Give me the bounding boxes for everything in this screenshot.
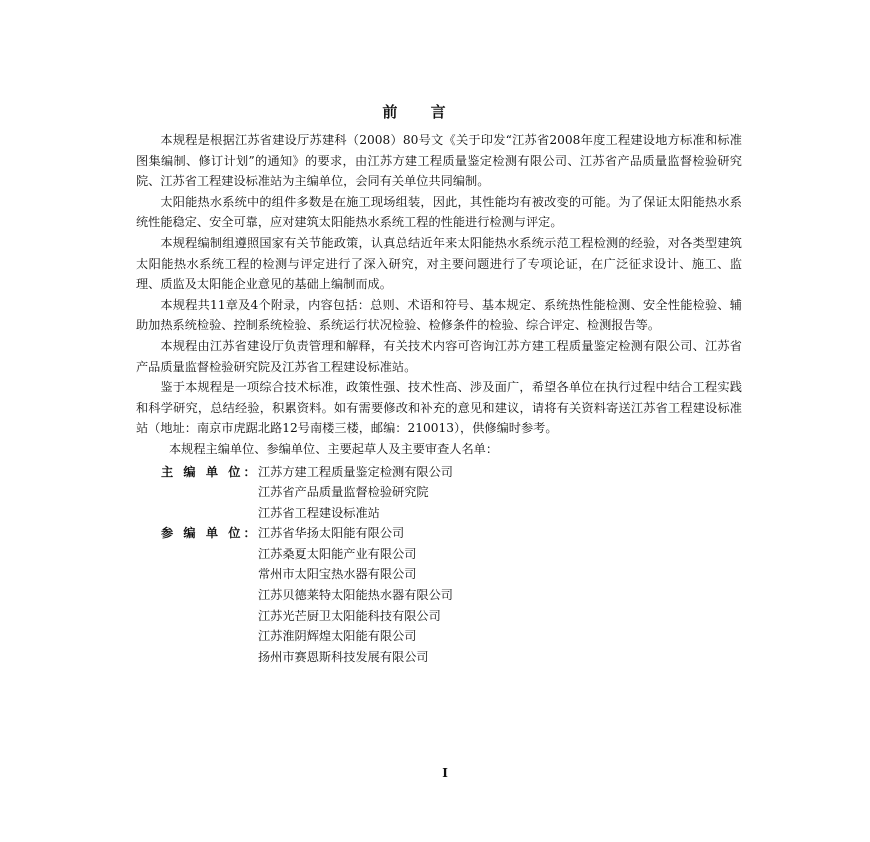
participating-unit-item: 江苏桑夏太阳能产业有限公司	[258, 546, 417, 561]
paragraph-2: 太阳能热水系统中的组件多数是在施工现场组装，因此，其性能均有被改变的可能。为了保证太阳能热水系统性能稳定、安全可靠，应对建筑太阳能热水系统工程的性能进行检测与评定。	[136, 194, 742, 230]
chief-unit-item: 江苏省工程建设标准站	[258, 505, 380, 520]
page-title: 前 言	[382, 103, 460, 121]
document-body	[136, 130, 742, 667]
units-section	[136, 462, 742, 668]
units-intro: 本规程主编单位、参编单位、主要起草人及主要审查人名单：	[169, 441, 499, 456]
participating-unit-item: 江苏省华扬太阳能有限公司	[258, 526, 405, 541]
participating-unit-item: 江苏光芒厨卫太阳能科技有限公司	[258, 608, 441, 623]
paragraph-3: 本规程编制组遵照国家有关节能政策，认真总结近年来太阳能热水系统示范工程检测的经验，对各类型建筑太阳能热水系统工程的检测与评定进行了深入研究，对主要问题进行了专项论证，在广泛征求设计、施工、监理、质监及太阳能企业意见的基础上编制而成。	[136, 235, 742, 292]
participating-unit-item: 江苏贝德莱特太阳能热水器有限公司	[258, 588, 453, 603]
chief-units-list	[258, 462, 453, 524]
paragraph-1: 本规程是根据江苏省建设厅苏建科（2008）80号文《关于印发“江苏省2008年度工程建设地方标准和标准图集编制、修订计划”的通知》的要求，由江苏方建工程质量鉴定检测有限公司、江苏省产品质量监督检验研究院、江苏省工程建设标准站为主编单位，会同有关单位共同编制。	[136, 133, 742, 189]
participating-unit-item: 江苏淮阴辉煌太阳能有限公司	[258, 629, 417, 644]
chief-unit-item: 江苏省产品质量监督检验研究院	[258, 485, 429, 500]
participating-unit-item: 扬州市赛恩斯科技发展有限公司	[258, 649, 429, 664]
participating-units-label: 参 编 单 位：	[161, 526, 259, 541]
page-number: I	[442, 766, 448, 780]
paragraph-4: 本规程共11章及4个附录，内容包括：总则、术语和符号、基本规定、系统热性能检测、安全性能检验、辅助加热系统检验、控制系统检验、系统运行状况检验、检修条件的检验、综合评定、检测报告等。	[136, 297, 742, 333]
chief-units-label: 主 编 单 位：	[161, 464, 259, 479]
paragraph-6: 鉴于本规程是一项综合技术标准，政策性强、技术性高、涉及面广，希望各单位在执行过程中结合工程实践和科学研究，总结经验，积累资料。如有需要修改和补充的意见和建议，请将有关资料寄送江苏省工程建设标准站（地址：南京市虎踞北路12号南楼三楼，邮编：210013），供修编时参考。	[136, 380, 742, 436]
participating-unit-item: 常州市太阳宝热水器有限公司	[258, 567, 417, 582]
paragraph-5: 本规程由江苏省建设厅负责管理和解释，有关技术内容可咨询江苏方建工程质量鉴定检测有限公司、江苏省产品质量监督检验研究院及江苏省工程建设标准站。	[136, 338, 742, 374]
chief-units-group	[136, 462, 742, 524]
participating-units-list	[258, 523, 453, 667]
participating-units-group	[136, 523, 742, 667]
chief-unit-item: 江苏方建工程质量鉴定检测有限公司	[258, 464, 453, 479]
